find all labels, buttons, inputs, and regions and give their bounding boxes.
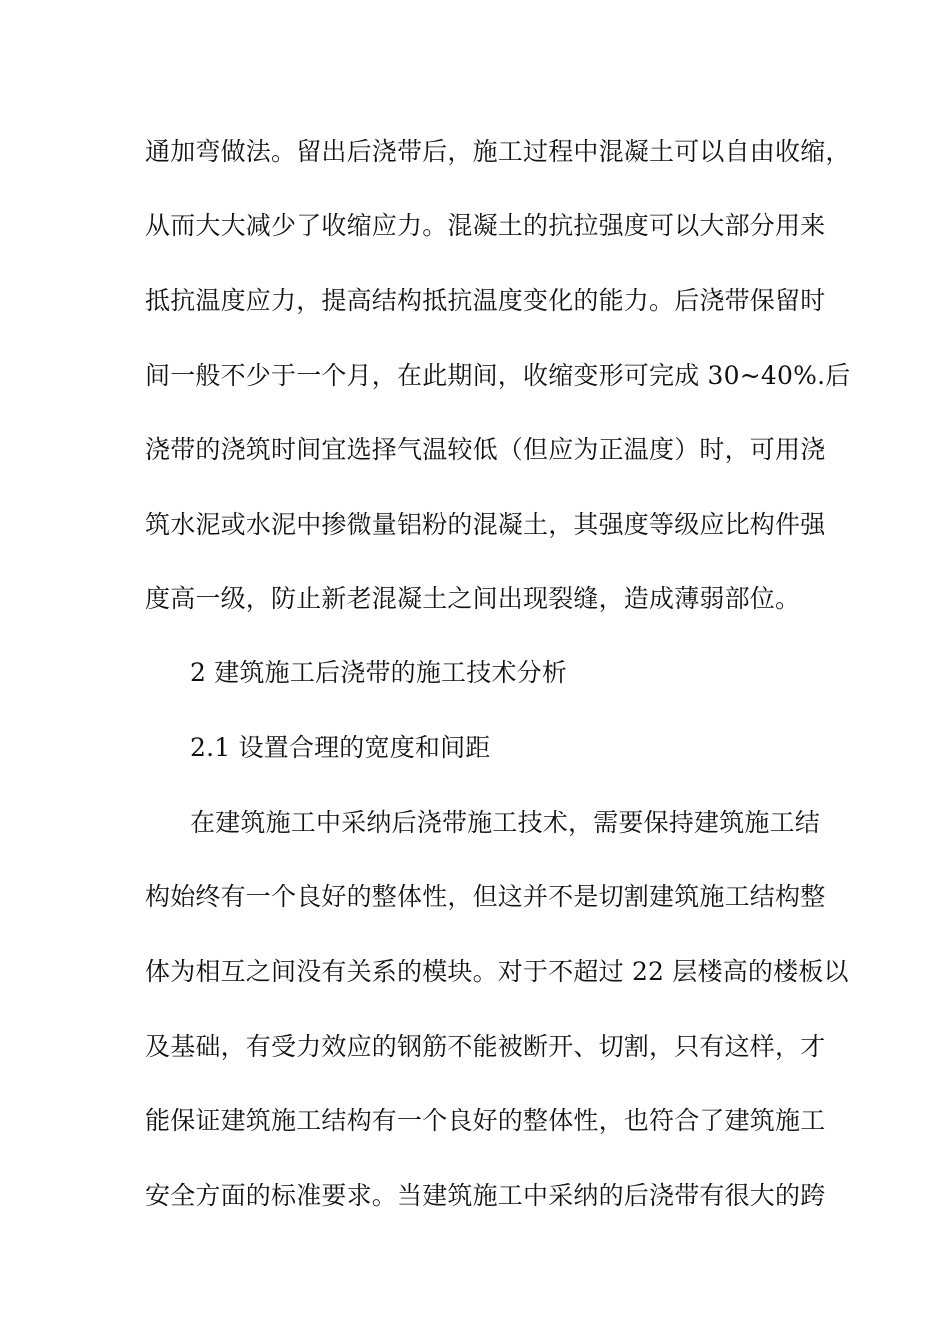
paragraph-line: 安全方面的标准要求。当建筑施工中采纳的后浇带有很大的跨 [145,1181,826,1210]
paragraph-line: 度高一级，防止新老混凝土之间出现裂缝，造成薄弱部位。 [145,584,801,613]
subsection-heading: 2.1 设置合理的宽度和间距 [190,733,491,762]
section-heading: 2 建筑施工后浇带的施工技术分析 [190,658,568,687]
paragraph-line: 抵抗温度应力，提高结构抵抗温度变化的能力。后浇带保留时 [145,286,826,315]
paragraph-line: 构始终有一个良好的整体性，但这并不是切割建筑施工结构整 [145,882,826,911]
paragraph-line: 能保证建筑施工结构有一个良好的整体性，也符合了建筑施工 [145,1106,826,1135]
paragraph-line: 通加弯做法。留出后浇带后，施工过程中混凝土可以自由收缩， [145,137,851,166]
paragraph-line: 及基础，有受力效应的钢筋不能被断开、切割，只有这样，才 [145,1032,826,1061]
paragraph-line: 间一般不少于一个月，在此期间，收缩变形可完成 30~40%.后 [145,361,851,390]
paragraph-line: 体为相互之间没有关系的模块。对于不超过 22 层楼高的楼板以 [145,957,849,986]
paragraph-line: 在建筑施工中采纳后浇带施工技术，需要保持建筑施工结 [190,808,821,837]
paragraph-line: 从而大大减少了收缩应力。混凝土的抗拉强度可以大部分用来 [145,211,826,240]
paragraph-line: 浇带的浇筑时间宜选择气温较低（但应为正温度）时，可用浇 [145,435,826,464]
paragraph-line: 筑水泥或水泥中掺微量铝粉的混凝土，其强度等级应比构件强 [145,510,826,539]
